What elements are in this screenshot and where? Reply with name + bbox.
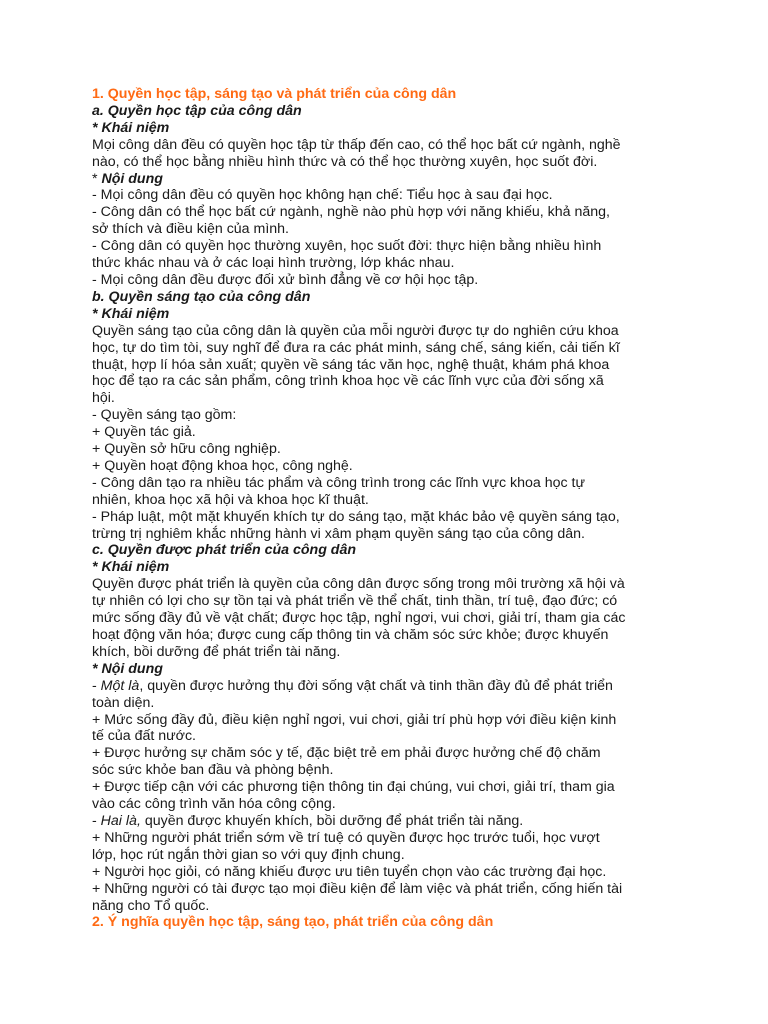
text-segment: Mọi công dân đều có quyền học tập từ thấp đến cao, có thể học bất cứ ngành, nghề (92, 136, 621, 153)
text-line (92, 492, 708, 509)
text-line (92, 762, 708, 779)
text-segment: Quyền được phát triển là quyền của công dân được sống trong môi trường xã hội và (92, 576, 625, 593)
text-segment: + Mức sống đầy đủ, điều kiện nghỉ ngơi, vui chơi, giải trí phù hợp với điều kiện kinh (92, 711, 617, 728)
subheading: * Nội dung (92, 660, 163, 677)
text-line (92, 204, 708, 221)
section-heading: 2. Ý nghĩa quyền học tập, sáng tạo, phát triển của công dân (92, 914, 494, 931)
text-line (92, 187, 708, 204)
text-line (92, 154, 708, 171)
text-segment: Quyền sáng tạo của công dân là quyền của mỗi người được tự do nghiên cứu khoa (92, 322, 619, 339)
text-line (92, 661, 708, 678)
text-segment: hoạt động văn hóa; được cung cấp thông tin và chăm sóc sức khỏe; được khuyến (92, 627, 609, 643)
subheading: a. Quyền học tập của công dân (92, 102, 302, 119)
text-line (92, 898, 708, 915)
text-segment: + Quyền tác giả. (92, 424, 196, 441)
text-segment: trừng trị nghiêm khắc những hành vi xâm phạm quyền sáng tạo của công dân. (92, 525, 586, 542)
text-segment: + Được tiếp cận với các phương tiện thông tin đại chúng, vui chơi, giải trí, tham gia (92, 779, 615, 796)
text-line (92, 475, 708, 492)
text-segment: - (92, 677, 101, 694)
text-segment: mức sống đầy đủ về vật chất; được học tập, nghỉ ngơi, vui chơi, giải trí, tham gia các (92, 610, 626, 627)
text-line (92, 881, 708, 898)
text-line (92, 272, 708, 289)
text-line (92, 576, 708, 593)
text-segment: * (92, 170, 102, 187)
text-segment: tự nhiên có lợi cho sự tồn tại và phát triển về thể chất, tinh thần, trí tuệ, đạo đức; có (92, 593, 618, 610)
text-line (92, 610, 708, 627)
text-segment: - (92, 812, 101, 829)
text-line (92, 593, 708, 610)
text-line (92, 728, 708, 745)
text-line (92, 796, 708, 813)
text-segment: thức khác nhau và ở các loại hình trường, lớp khác nhau. (92, 255, 455, 272)
text-segment: , quyền được hưởng thụ đời sống vật chất và tinh thần đầy đủ để phát triển (139, 677, 613, 694)
text-segment: + Những người có tài được tạo mọi điều kiện để làm việc và phát triển, cống hiến tài (92, 880, 623, 897)
text-line (92, 458, 708, 475)
text-line (92, 306, 708, 323)
text-line (92, 323, 708, 340)
text-segment: hội. (92, 390, 115, 407)
text-segment: - Công dân có thể học bất cứ ngành, nghề nào phù hợp với năng khiếu, khả năng, (92, 204, 610, 221)
text-line (92, 424, 708, 441)
text-line (92, 678, 708, 695)
text-line (92, 340, 708, 357)
text-segment: - Mọi công dân đều được đối xử bình đẳng về cơ hội học tập. (92, 271, 479, 288)
text-line (92, 779, 708, 796)
subheading: * Khái niệm (92, 559, 170, 576)
text-segment: Một là (100, 677, 140, 694)
text-segment: thuật, hợp lí hóa sản xuất; quyền về sáng tác văn học, nghệ thuật, khám phá khoa (92, 356, 610, 373)
subheading: Nội dung (101, 170, 163, 187)
text-line (92, 255, 708, 272)
text-line (92, 509, 708, 526)
text-line (92, 712, 708, 729)
text-line (92, 813, 708, 830)
text-line (92, 695, 708, 712)
text-segment: + Những người phát triển sớm về trí tuệ có quyền được học trước tuổi, học vượt (92, 829, 600, 846)
subheading: * Khái niệm (92, 305, 170, 322)
text-line (92, 407, 708, 424)
text-segment: quyền được khuyến khích, bồi dưỡng để phát triển tài năng. (140, 812, 524, 829)
text-line (92, 830, 708, 847)
text-segment: vào các công trình văn hóa công cộng. (92, 796, 336, 813)
text-line (92, 289, 708, 306)
text-segment: nào, có thể học bằng nhiều hình thức và có thể học thường xuyên, học suốt đời. (92, 153, 598, 170)
text-segment: - Công dân có quyền học thường xuyên, học suốt đời: thực hiện bằng nhiều hình (92, 238, 602, 255)
text-line (92, 526, 708, 543)
text-segment: sở thích và điều kiện của mình. (92, 221, 289, 238)
subheading: * Khái niệm (92, 119, 170, 136)
text-line (92, 103, 708, 120)
text-segment: + Quyền sở hữu công nghiệp. (92, 441, 281, 458)
text-segment: nhiên, khoa học xã hội và khoa học kĩ thuật. (92, 491, 369, 508)
text-line (92, 559, 708, 576)
text-line (92, 390, 708, 407)
subheading: b. Quyền sáng tạo của công dân (92, 288, 311, 305)
text-segment: + Được hưởng sự chăm sóc y tế, đặc biệt trẻ em phải được hưởng chế độ chăm (92, 745, 601, 762)
text-line (92, 644, 708, 661)
text-segment: toàn diện. (92, 694, 155, 711)
text-segment: - Quyền sáng tạo gồm: (92, 407, 237, 424)
section-heading: 1. Quyền học tập, sáng tạo và phát triển của công dân (92, 86, 457, 102)
text-line (92, 542, 708, 559)
text-segment: + Người học giỏi, có năng khiếu được ưu tiên tuyển chọn vào các trường đại học. (92, 863, 607, 880)
text-segment: khích, bồi dưỡng để phát triển tài năng. (92, 643, 341, 660)
text-line (92, 86, 708, 103)
text-segment: lớp, học rút ngắn thời gian so với quy định chung. (92, 846, 405, 863)
text-segment: học để tạo ra các sản phẩm, công trình khoa học về các lĩnh vực của đời sống xã (92, 373, 604, 390)
text-segment: - Mọi công dân đều có quyền học không hạn chế: Tiểu học à sau đại học. (92, 187, 553, 204)
text-segment: + Quyền hoạt động khoa học, công nghệ. (92, 457, 353, 474)
text-line (92, 137, 708, 154)
text-line (92, 914, 708, 931)
text-line (92, 171, 708, 188)
text-line (92, 847, 708, 864)
subheading: c. Quyền được phát triển của công dân (92, 542, 357, 559)
text-segment: sóc sức khỏe ban đầu và phòng bệnh. (92, 762, 334, 779)
text-line (92, 627, 708, 644)
text-line (92, 745, 708, 762)
text-segment: - Pháp luật, một mặt khuyến khích tự do sáng tạo, mặt khác bảo vệ quyền sáng tạo, (92, 508, 620, 525)
text-line (92, 441, 708, 458)
text-line (92, 373, 708, 390)
text-segment: Hai là, (100, 812, 141, 829)
text-segment: năng cho Tổ quốc. (92, 897, 210, 914)
text-line (92, 357, 708, 374)
text-line (92, 238, 708, 255)
text-line (92, 221, 708, 238)
text-segment: - Công dân tạo ra nhiều tác phẩm và công trình trong các lĩnh vực khoa học tự (92, 474, 585, 491)
text-segment: tế của đất nước. (92, 728, 196, 745)
text-line (92, 120, 708, 137)
text-segment: học, tự do tìm tòi, suy nghĩ để đưa ra các phát minh, sáng chế, sáng kiến, cải tiến kĩ (92, 339, 620, 356)
text-line (92, 864, 708, 881)
